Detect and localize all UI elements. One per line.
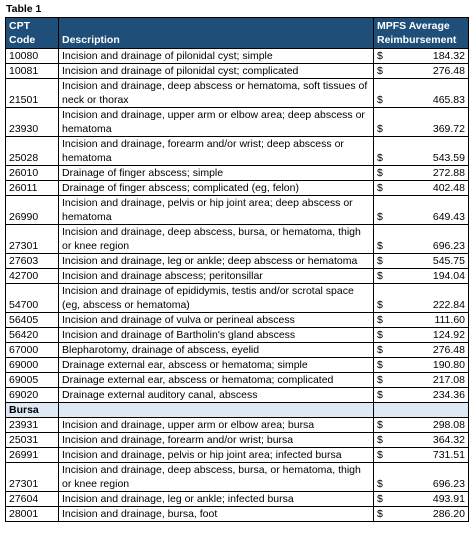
reimbursement-amount: 222.84 [432,299,465,311]
section-blank-cell [374,403,469,418]
reimbursement-cell [374,108,469,137]
reimbursement-amount: 190.80 [432,359,465,371]
reimbursement-cell [374,328,469,343]
reimbursement-cell [374,64,469,79]
cpt-code-cell: 42700 [6,269,59,284]
reimbursement-amount: 493.91 [432,493,465,505]
cpt-code-cell: 27603 [6,254,59,269]
cpt-code-cell: 69000 [6,358,59,373]
reimbursement-amount: 649.43 [432,211,465,223]
table-row [6,254,469,269]
currency-symbol: $ [377,123,383,135]
description-cell: Incision and drainage of epididymis, testis and/or scrotal space (eg, abscess or hematoma) [59,284,374,313]
reimbursement-cell [374,433,469,448]
currency-symbol: $ [377,299,383,311]
header-reimbursement [374,18,469,49]
cpt-code-cell: 25031 [6,433,59,448]
table-row [6,181,469,196]
currency-symbol: $ [377,211,383,223]
cpt-code-cell: 27301 [6,225,59,254]
cpt-code-cell: 26990 [6,196,59,225]
header-cpt-line1: CPT [9,20,30,32]
cpt-code-cell: 25028 [6,137,59,166]
cpt-code-cell: 27301 [6,463,59,492]
description-cell: Incision and drainage, pelvis or hip joint area; infected bursa [59,448,374,463]
description-cell: Incision and drainage of pilonidal cyst; simple [59,49,374,64]
currency-symbol: $ [377,270,383,282]
description-cell: Incision and drainage abscess; peritonsillar [59,269,374,284]
description-cell: Drainage external ear, abscess or hematoma; simple [59,358,374,373]
reimbursement-amount: 465.83 [432,94,465,106]
description-cell: Incision and drainage, leg or ankle; infected bursa [59,492,374,507]
cpt-code-cell: 27604 [6,492,59,507]
reimbursement-amount: 543.59 [432,152,465,164]
reimbursement-cell [374,49,469,64]
currency-symbol: $ [377,478,383,490]
header-reimb-line2: Reimbursement [377,34,457,46]
currency-symbol: $ [377,508,383,520]
currency-symbol: $ [377,434,383,446]
currency-symbol: $ [377,329,383,341]
description-cell: Drainage external ear, abscess or hematoma; complicated [59,373,374,388]
currency-symbol: $ [377,419,383,431]
currency-symbol: $ [377,50,383,62]
cpt-code-cell: 23930 [6,108,59,137]
reimbursement-amount: 217.08 [432,374,465,386]
description-cell: Incision and drainage of Bartholin's gland abscess [59,328,374,343]
table-row [6,313,469,328]
reimbursement-amount: 124.92 [432,329,465,341]
bursa-section [6,418,469,522]
currency-symbol: $ [377,449,383,461]
currency-symbol: $ [377,94,383,106]
reimbursement-cell [374,269,469,284]
header-cpt-line2: Code [9,34,36,46]
table-row [6,463,469,492]
table-row [6,49,469,64]
reimbursement-amount: 276.48 [432,65,465,77]
table-row [6,79,469,108]
description-cell: Incision and drainage of pilonidal cyst; complicated [59,64,374,79]
cpt-code-cell: 69020 [6,388,59,403]
reimbursement-amount: 272.88 [432,167,465,179]
reimbursement-amount: 111.60 [434,314,465,326]
description-cell: Incision and drainage, pelvis or hip joint area; deep abscess or hematoma [59,196,374,225]
currency-symbol: $ [377,152,383,164]
table-caption: Table 1 [6,3,42,15]
table-row [6,196,469,225]
reimbursement-amount: 286.20 [432,508,465,520]
currency-symbol: $ [377,493,383,505]
table-row [6,388,469,403]
cpt-code-cell: 26991 [6,448,59,463]
description-cell: Drainage external auditory canal, abscess [59,388,374,403]
table-row [6,64,469,79]
reimbursement-amount: 184.32 [432,50,465,62]
description-cell: Incision and drainage, forearm and/or wrist; deep abscess or hematoma [59,137,374,166]
cpt-code-cell: 26010 [6,166,59,181]
table-row [6,418,469,433]
reimbursement-cell [374,196,469,225]
currency-symbol: $ [377,389,383,401]
description-cell: Incision and drainage of vulva or perineal abscess [59,313,374,328]
reimbursement-cell [374,388,469,403]
table-row [6,137,469,166]
reimbursement-amount: 298.08 [432,419,465,431]
table-row [6,433,469,448]
reimbursement-cell [374,79,469,108]
reimbursement-cell [374,313,469,328]
table-row [6,448,469,463]
table-row [6,166,469,181]
section-label-bursa: Bursa [6,403,59,418]
reimbursement-amount: 731.51 [432,449,465,461]
description-cell: Incision and drainage, deep abscess, bursa, or hematoma, thigh or knee region [59,463,374,492]
cpt-code-cell: 23931 [6,418,59,433]
table-row [6,343,469,358]
reimbursement-cell [374,254,469,269]
currency-symbol: $ [377,359,383,371]
table-row [6,225,469,254]
section-blank-cell [59,403,374,418]
reimbursement-cell [374,137,469,166]
reimbursement-cell [374,463,469,492]
table-row [6,269,469,284]
reimbursement-cell [374,507,469,522]
currency-symbol: $ [377,167,383,179]
reimbursement-cell [374,492,469,507]
table-header [6,18,469,49]
reimbursement-cell [374,181,469,196]
reimbursement-amount: 402.48 [432,182,465,194]
cpt-table [5,17,469,522]
reimbursement-cell [374,358,469,373]
description-cell: Incision and drainage, leg or ankle; deep abscess or hematoma [59,254,374,269]
currency-symbol: $ [377,255,383,267]
reimbursement-cell [374,225,469,254]
description-cell: Incision and drainage, forearm and/or wrist; bursa [59,433,374,448]
reimbursement-cell [374,448,469,463]
abscess-section [6,49,469,403]
header-description-text: Description [62,34,120,46]
currency-symbol: $ [377,374,383,386]
currency-symbol: $ [377,182,383,194]
description-cell: Incision and drainage, bursa, foot [59,507,374,522]
header-cpt-code [6,18,59,49]
table-row [6,284,469,313]
reimbursement-cell [374,418,469,433]
cpt-code-cell: 26011 [6,181,59,196]
table-row [6,328,469,343]
cpt-code-cell: 21501 [6,79,59,108]
description-cell: Drainage of finger abscess; simple [59,166,374,181]
description-cell: Incision and drainage, deep abscess, bursa, or hematoma, thigh or knee region [59,225,374,254]
reimbursement-amount: 369.72 [432,123,465,135]
bursa-section-header [6,403,469,418]
reimbursement-amount: 276.48 [432,344,465,356]
description-cell: Incision and drainage, upper arm or elbow area; deep abscess or hematoma [59,108,374,137]
currency-symbol: $ [377,240,383,252]
description-cell: Incision and drainage, upper arm or elbow area; bursa [59,418,374,433]
currency-symbol: $ [377,344,383,356]
description-cell: Blepharotomy, drainage of abscess, eyelid [59,343,374,358]
cpt-code-cell: 69005 [6,373,59,388]
reimbursement-cell [374,343,469,358]
reimbursement-amount: 696.23 [432,240,465,252]
cpt-code-cell: 56405 [6,313,59,328]
currency-symbol: $ [377,314,383,326]
reimbursement-cell [374,284,469,313]
cpt-code-cell: 10080 [6,49,59,64]
cpt-code-cell: 28001 [6,507,59,522]
reimbursement-amount: 696.23 [432,478,465,490]
reimbursement-cell [374,373,469,388]
reimbursement-amount: 364.32 [432,434,465,446]
description-cell: Drainage of finger abscess; complicated (eg, felon) [59,181,374,196]
reimbursement-amount: 194.04 [432,270,465,282]
table-row [6,108,469,137]
currency-symbol: $ [377,65,383,77]
cpt-code-cell: 56420 [6,328,59,343]
table-row [6,507,469,522]
reimbursement-amount: 234.36 [432,389,465,401]
cpt-code-cell: 67000 [6,343,59,358]
cpt-code-cell: 10081 [6,64,59,79]
table-row [6,358,469,373]
cpt-code-cell: 54700 [6,284,59,313]
header-description [59,18,374,49]
table-row [6,373,469,388]
reimbursement-amount: 545.75 [432,255,465,267]
table-row [6,492,469,507]
description-cell: Incision and drainage, deep abscess or hematoma, soft tissues of neck or thorax [59,79,374,108]
reimbursement-cell [374,166,469,181]
header-reimb-line1: MPFS Average [377,20,450,32]
